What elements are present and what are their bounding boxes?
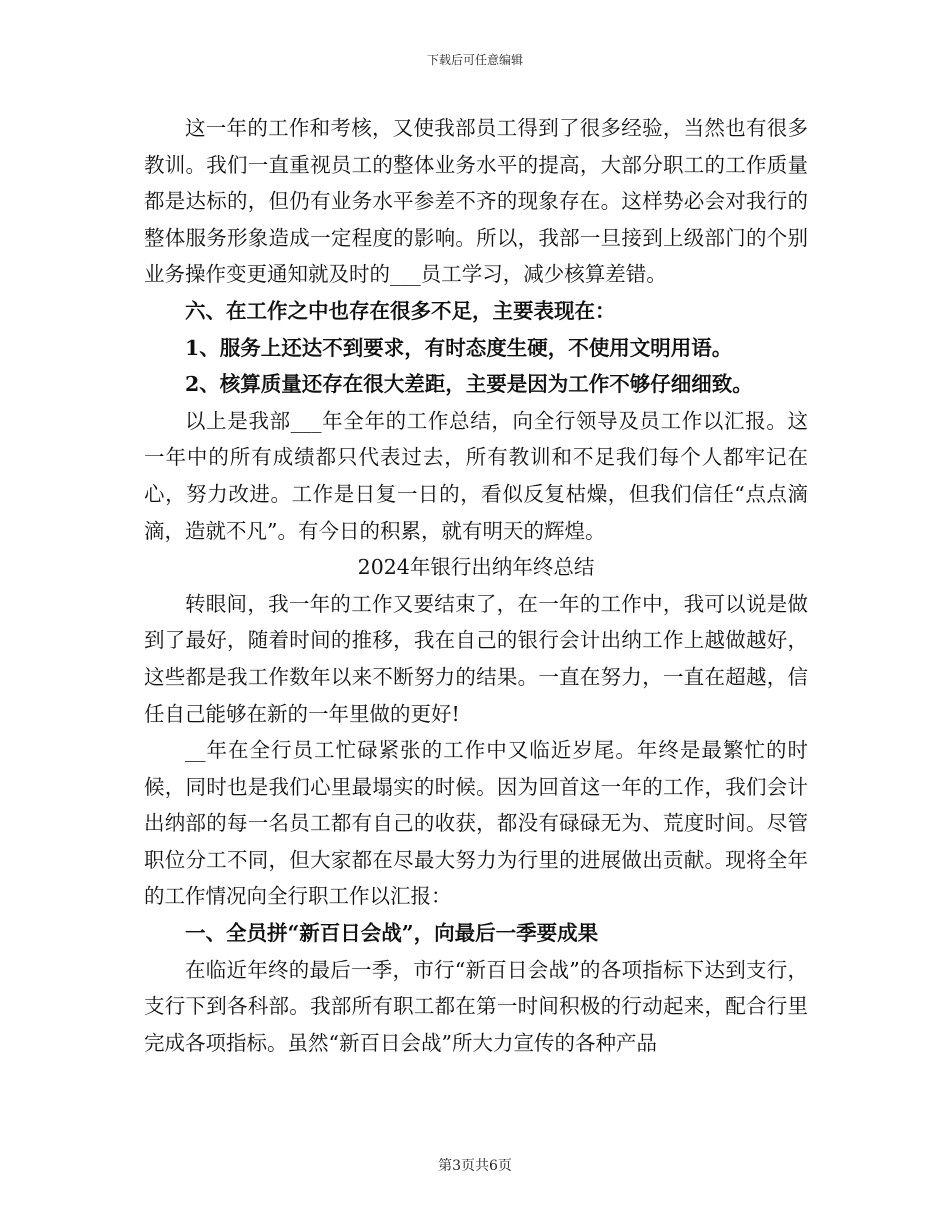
shortcoming-item-1: 1、服务上还达不到要求，有时态度生硬，不使用文明用语。	[185, 335, 733, 360]
paragraph-experience: 这一年的工作和考核，又使我部员工得到了很多经验，当然也有很多教训。我们一直重视员工的整体业务水平的提高，大部分职工的工作质量都是达标的，但仍有业务水平参差不齐的现象存在。这样势必会对我行的整体服务形象造成一定程度的影响。所以，我部一旦接到上级部门的个别业务操作变更通知就及时的___员工学习，减少核算差错。	[144, 116, 808, 287]
section-heading-shortcomings: 六、在工作之中也存在很多不足，主要表现在：	[185, 298, 616, 323]
paragraph-campaign: 在临近年终的最后一季，市行“新百日会战”的各项指标下达到支行，支行下到各科部。我部所有职工都在第一时间积极的行动起来，配合行里完成各项指标。虽然“新百日会战”所大力宣传的各种产品	[144, 957, 808, 1055]
page-number: 第3页共6页	[438, 1158, 512, 1174]
document-title: 2024年银行出纳年终总结	[357, 555, 595, 580]
document-body	[144, 110, 808, 1061]
paragraph-intro: 转眼间，我一年的工作又要结束了，在一年的工作中，我可以说是做到了最好，随着时间的推移，我在自己的银行会计出纳工作上越做越好，这些都是我工作数年以来不断努力的结果。一直在努力，一直在超越，信任自己能够在新的一年里做的更好!	[144, 591, 808, 726]
paragraph-year-overview: __年在全行员工忙碌紧张的工作中又临近岁尾。年终是最繁忙的时候，同时也是我们心里最塌实的时候。因为回首这一年的工作，我们会计出纳部的每一名员工都有自己的收获，都没有碌碌无为、荒度时间。尽管职位分工不同，但大家都在尽最大努力为行里的进展做出贡献。现将全年的工作情况向全行职工作以汇报：	[144, 738, 808, 909]
paragraph-conclusion: 以上是我部___年全年的工作总结，向全行领导及员工作以汇报。这一年中的所有成绩都只代表过去，所有教训和不足我们每个人都牢记在心，努力改进。工作是日复一日的，看似反复枯燥，但我们信任“点点滴滴，造就不凡”。有今日的积累，就有明天的辉煌。	[144, 408, 808, 543]
section-heading-1: 一、全员拼“新百日会战”，向最后一季要成果	[185, 921, 599, 946]
page-header-note: 下载后可任意编辑	[426, 53, 523, 67]
shortcoming-item-2: 2、核算质量还存在很大差距，主要是因为工作不够仔细细致。	[185, 372, 753, 397]
